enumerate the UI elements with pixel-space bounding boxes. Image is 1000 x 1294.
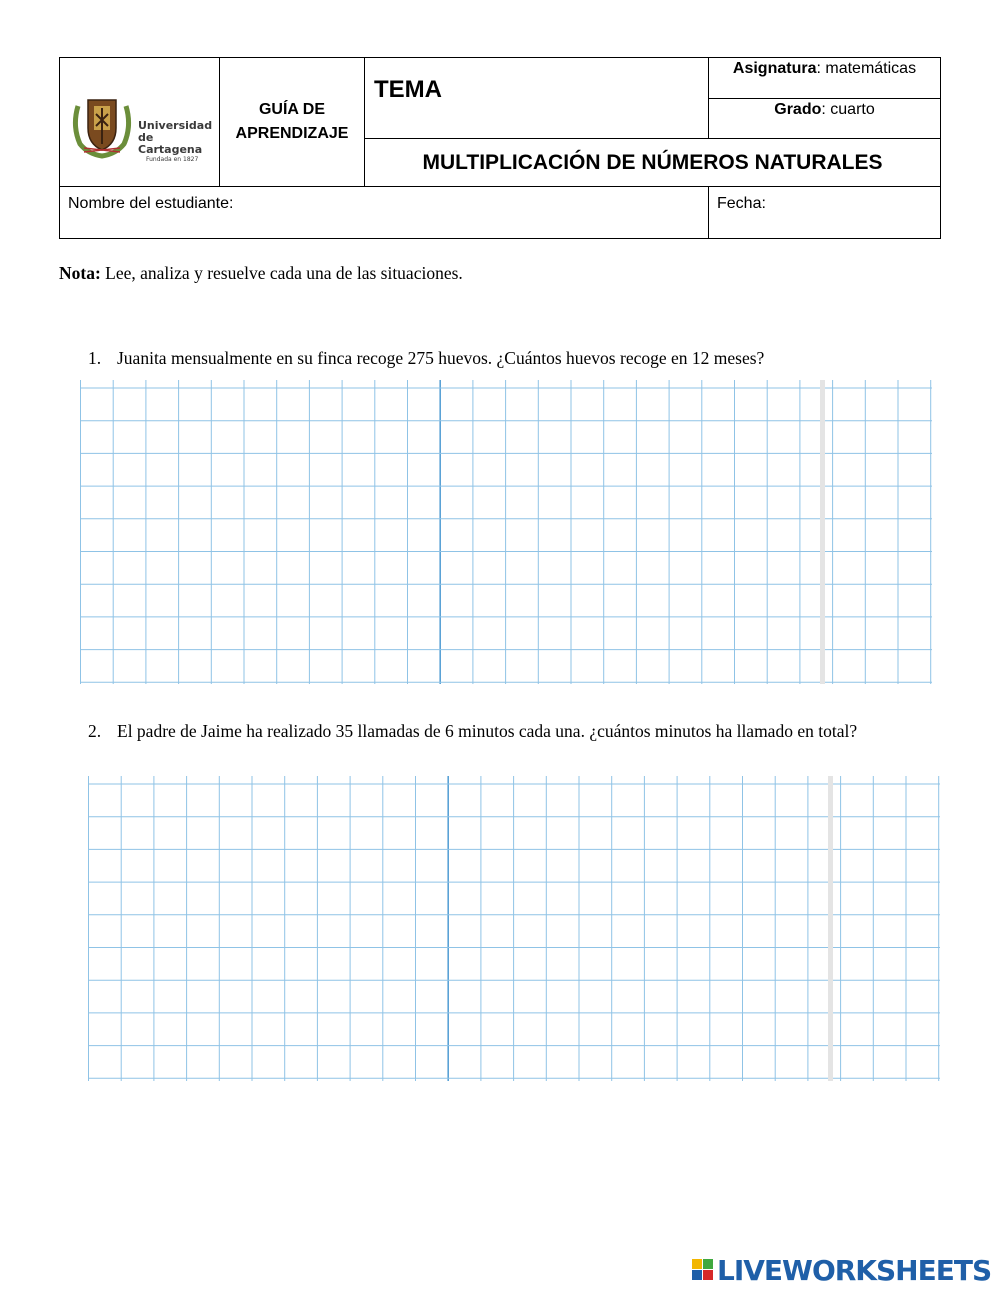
note-label: Nota: [59, 263, 101, 283]
question-2-number: 2. [88, 721, 102, 741]
note [59, 263, 463, 284]
question-1-number: 1. [88, 348, 102, 368]
tema-label: TEMA [374, 76, 442, 103]
question-2 [88, 720, 918, 742]
asignatura-cell [709, 58, 941, 99]
brand-text: LIVEWORKSHEETS [717, 1253, 992, 1287]
logo-line-2: de Cartagena [138, 131, 203, 156]
university-logo [68, 92, 213, 163]
asignatura-value: : matemáticas [816, 60, 917, 77]
guide-cell [220, 58, 365, 187]
guide-line-2: APRENDIZAJE [235, 125, 349, 142]
university-crest-icon [68, 92, 136, 160]
tema-cell [365, 58, 709, 139]
date-label: Fecha: [717, 195, 766, 212]
student-name-field[interactable] [60, 187, 709, 239]
grado-cell [709, 99, 941, 139]
page-title: MULTIPLICACIÓN DE NÚMEROS NATURALES [365, 139, 941, 187]
question-1-text: Juanita mensualmente en su finca recoge 275 huevos. ¿Cuántos huevos recoge en 12 meses? [117, 348, 765, 368]
logo-cell [60, 58, 220, 187]
grid-fold-line [828, 776, 833, 1081]
question-2-text: El padre de Jaime ha realizado 35 llamadas de 6 minutos cada una. ¿cuántos minutos ha llamado en total? [117, 721, 858, 741]
liveworksheets-logo-icon [692, 1259, 714, 1281]
header-table [59, 57, 941, 239]
grid-fold-line [820, 380, 825, 684]
guide-line-1: GUÍA DE [258, 101, 326, 118]
logo-line-1: Universidad [138, 119, 213, 132]
question-1 [88, 347, 918, 369]
answer-grid-1[interactable] [80, 380, 932, 684]
answer-grid-2[interactable] [88, 776, 940, 1081]
liveworksheets-brand [692, 1254, 991, 1286]
date-field[interactable] [709, 187, 941, 239]
student-name-label: Nombre del estudiante: [68, 195, 234, 212]
note-text: Lee, analiza y resuelve cada una de las situaciones. [100, 263, 463, 283]
asignatura-label: Asignatura [732, 60, 817, 77]
grado-value: : cuarto [821, 101, 875, 118]
grado-label: Grado [774, 101, 822, 118]
logo-line-3: Fundada en 1827 [146, 156, 199, 163]
